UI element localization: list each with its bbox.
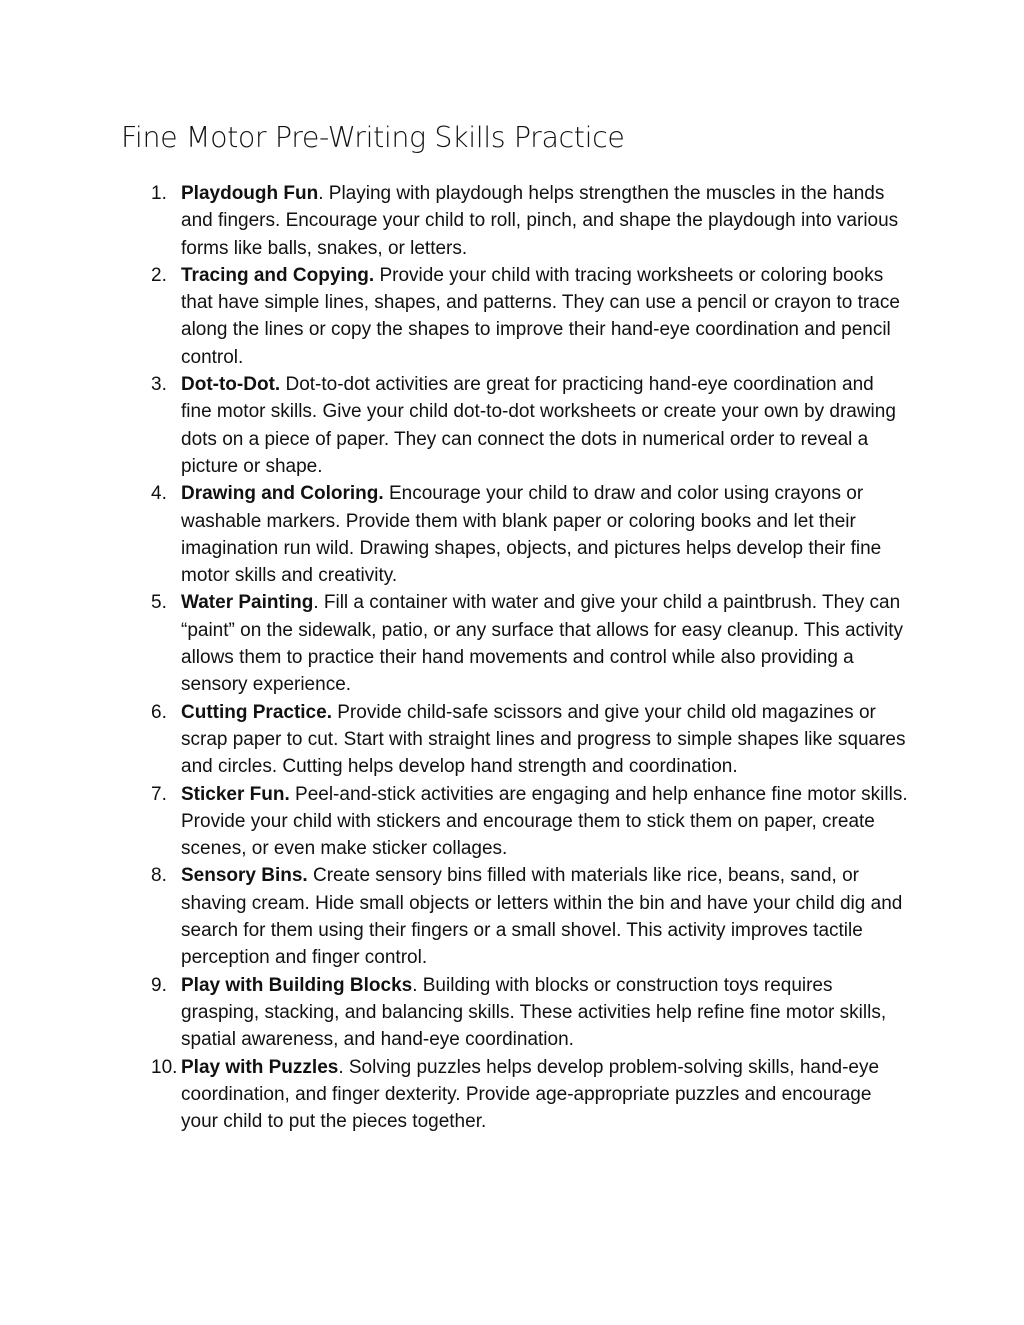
item-title: Drawing and Coloring. bbox=[181, 483, 384, 505]
item-title: Dot-to-Dot. bbox=[181, 374, 281, 396]
item-number: 6. bbox=[151, 701, 167, 723]
item-description: . Solving puzzles helps develop problem-solving skills, hand-eye coordination, and finger dexterity. Provide age-appropriate puzzles and encourage your child to put the pieces together. bbox=[181, 1056, 880, 1133]
list-item bbox=[0, 699, 909, 781]
list-item bbox=[0, 371, 909, 480]
list-item bbox=[0, 589, 909, 698]
item-description: Create sensory bins filled with materials like rice, beans, sand, or shaving cream. Hide small objects or letters within the bin and have your child dig and search for them using their fingers or a small shovel. This activity improves tactile perception and finger control. bbox=[181, 865, 903, 969]
item-number: 5. bbox=[151, 592, 167, 614]
item-description: . Fill a container with water and give your child a paintbrush. They can “paint” on the sidewalk, patio, or any surface that allows for easy cleanup. This activity allows them to practice their hand movements and control while also providing a sensory experience. bbox=[181, 592, 904, 696]
item-number: 3. bbox=[151, 374, 167, 396]
list-item bbox=[0, 180, 909, 262]
item-number: 8. bbox=[151, 865, 167, 887]
list-item bbox=[0, 480, 909, 589]
item-number: 2. bbox=[151, 264, 167, 286]
item-description: Encourage your child to draw and color using crayons or washable markers. Provide them with blank paper or coloring books and let their imagination run wild. Drawing shapes, objects, and pictures helps develop their fine motor skills and creativity. bbox=[181, 483, 882, 587]
page-title: Fine Motor Pre-Writing Skills Practice bbox=[121, 121, 625, 154]
item-description: . Playing with playdough helps strengthen the muscles in the hands and fingers. Encourage your child to roll, pinch, and shape the playdough into various forms like balls, snakes, or letters. bbox=[181, 183, 899, 259]
item-title: Sticker Fun. bbox=[181, 783, 290, 805]
item-title: Playdough Fun bbox=[181, 183, 319, 204]
item-number: 10. bbox=[151, 1056, 178, 1078]
list-item bbox=[0, 972, 909, 1054]
item-number: 7. bbox=[151, 783, 167, 805]
item-description: . Building with blocks or construction toys requires grasping, stacking, and balancing skills. These activities help refine fine motor skills, spatial awareness, and hand-eye coordination. bbox=[181, 974, 887, 1051]
item-description: Provide child-safe scissors and give your child old magazines or scrap paper to cut. Start with straight lines and progress to simple shapes like squares and circles. Cutting helps develop hand strength and coordination. bbox=[181, 701, 906, 778]
item-title: Play with Puzzles bbox=[181, 1056, 339, 1078]
item-title: Water Painting bbox=[181, 592, 314, 614]
item-title: Sensory Bins. bbox=[181, 865, 308, 887]
item-number: 9. bbox=[151, 974, 167, 996]
list-item bbox=[0, 1054, 909, 1136]
item-description: Dot-to-dot activities are great for practicing hand-eye coordination and fine motor skills. Give your child dot-to-dot worksheets or create your own by drawing dots on a piece of paper. They can connect the dots in numerical order to reveal a picture or shape. bbox=[181, 374, 896, 477]
item-title: Tracing and Copying. bbox=[181, 264, 375, 286]
item-number: 1. bbox=[151, 183, 167, 204]
item-number: 4. bbox=[151, 483, 167, 505]
item-description: Peel-and-stick activities are engaging and help enhance fine motor skills. Provide your child with stickers and encourage them to stick them on paper, create scenes, or even make sticker collages. bbox=[181, 783, 908, 860]
item-title: Cutting Practice. bbox=[181, 701, 332, 723]
item-description: Provide your child with tracing worksheets or coloring books that have simple lines, shapes, and patterns. They can use a pencil or crayon to trace along the lines or copy the shapes to improve their hand-eye coordination and pencil control. bbox=[181, 264, 900, 368]
item-title: Play with Building Blocks bbox=[181, 974, 413, 996]
activity-list bbox=[0, 180, 1024, 1135]
list-item bbox=[0, 862, 909, 971]
list-item bbox=[0, 262, 909, 371]
list-item bbox=[0, 781, 909, 863]
